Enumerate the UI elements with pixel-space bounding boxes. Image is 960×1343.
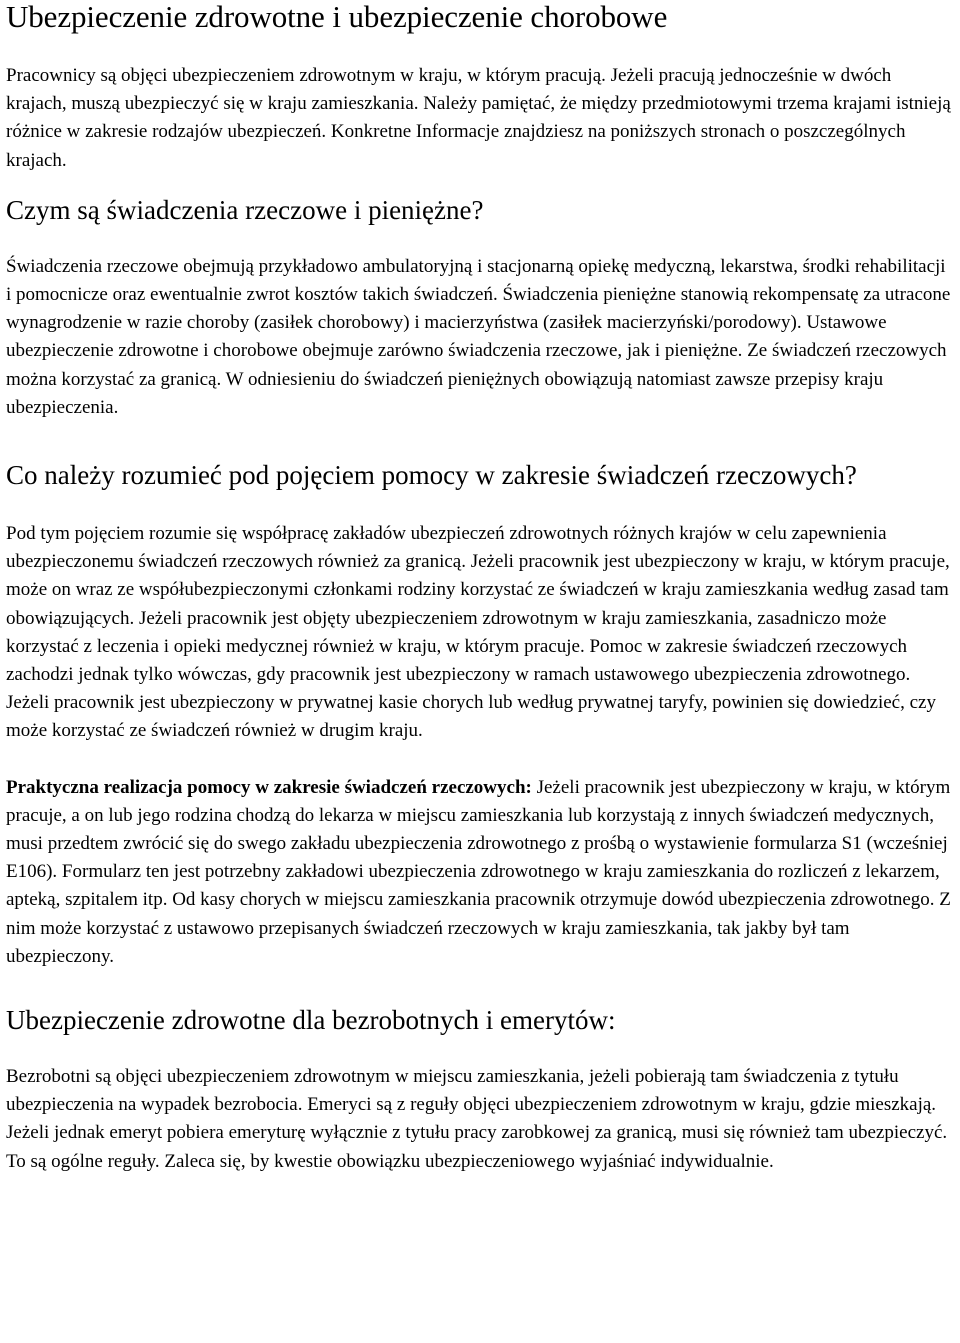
assistance-paragraph: Pod tym pojęciem rozumie się współpracę zakładów ubezpieczeń zdrowotnych różnych krajów w celu zapewnienia ubezpieczonemu świadczeń rzeczowych również za granicą. Jeżeli pracownik jest ubezpieczony w kraju, w którym pracuje, może on wraz ze współubezpieczonymi członkami rodziny korzystać ze świadczeń w kraju zamieszkania według zasad tam obowiązujących. Jeżeli pracownik jest objęty ubezpieczeniem zdrowotnym w kraju zamieszkania, zasadniczo może korzystać z leczenia i opieki medycznej również w kraju, w którym pracuje. Pomoc w zakresie świadczeń rzeczowych zachodzi jednak tylko wówczas, gdy pracownik jest ubezpieczony w ramach ustawowego ubezpieczenia zdrowotnego. Jeżeli pracownik jest ubezpieczony w prywatnej kasie chorych lub według prywatnej taryfy, powinien się dowiedzieć, czy może korzystać ze świadczeń również w drugim kraju.	[6, 523, 950, 742]
page-title: Ubezpieczenie zdrowotne i ubezpieczenie chorobowe	[6, 0, 668, 34]
practical-paragraph	[6, 774, 954, 971]
section-heading-assistance: Co należy rozumieć pod pojęciem pomocy w zakresie świadczeń rzeczowych?	[6, 460, 857, 491]
unemployed-paragraph: Bezrobotni są objęci ubezpieczeniem zdrowotnym w miejscu zamieszkania, jeżeli pobierają tam świadczenia z tytułu ubezpieczenia na wypadek bezrobocia. Emeryci są z reguły objęci ubezpieczeniem zdrowotnym w kraju, gdzie mieszkają. Jeżeli jednak emeryt pobiera emeryturę wyłącznie z tytułu pracy zarobkowej za granicą, musi się również tam ubezpieczyć. To są ogólne reguły. Zaleca się, by kwestie obowiązku ubezpieczeniowego wyjaśniać indywidualnie.	[6, 1066, 948, 1172]
section-heading-benefits: Czym są świadczenia rzeczowe i pieniężne?	[6, 194, 484, 225]
practical-body: Jeżeli pracownik jest ubezpieczony w kraju, w którym pracuje, a on lub jego rodzina chodzą do lekarza w miejscu zamieszkania lub korzystają z innych świadczeń medycznych, musi przedtem zwrócić się do swego zakładu ubezpieczenia zdrowotnego z prośbą o wystawienie formularza S1 (wcześniej E106). Formularz ten jest potrzebny zakładowi ubezpieczenia zdrowotnego w kraju zamieszkania do rozliczeń z lekarzem, apteką, szpitalem itp. Od kasy chorych w miejscu zamieszkania pracownik otrzymuje dowód ubezpieczenia zdrowotnego. Z nim może korzystać z ustawowo przepisanych świadczeń rzeczowych w kraju zamieszkania, tak jakby był tam ubezpieczony.	[6, 776, 951, 967]
section-heading-unemployed: Ubezpieczenie zdrowotne dla bezrobotnych i emerytów:	[6, 1005, 616, 1036]
intro-paragraph: Pracownicy są objęci ubezpieczeniem zdrowotnym w kraju, w którym pracują. Jeżeli pracują jednocześnie w dwóch krajach, muszą ubezpieczyć się w kraju zamieszkania. Należy pamiętać, że między przedmiotowymi trzema krajami istnieją różnice w zakresie rodzajów ubezpieczeń. Konkretne Informacje znajdziesz na poniższych stronach o poszczególnych krajach.	[6, 65, 951, 171]
practical-label: Praktyczna realizacja pomocy w zakresie świadczeń rzeczowych:	[6, 776, 532, 798]
benefits-paragraph: Świadczenia rzeczowe obejmują przykładowo ambulatoryjną i stacjonarną opiekę medyczną, lekarstwa, środki rehabilitacji i pomocnicze oraz ewentualnie zwrot kosztów takich świadczeń. Świadczenia pieniężne stanowią rekompensatę za utracone wynagrodzenie w razie choroby (zasiłek chorobowy) i macierzyństwa (zasiłek macierzyński/porodowy). Ustawowe ubezpieczenie zdrowotne i chorobowe obejmuje zarówno świadczenia rzeczowe, jak i pieniężne. Ze świadczeń rzeczowych można korzystać za granicą. W odniesieniu do świadczeń pieniężnych obowiązują natomiast zawsze przepisy kraju ubezpieczenia.	[6, 255, 951, 418]
